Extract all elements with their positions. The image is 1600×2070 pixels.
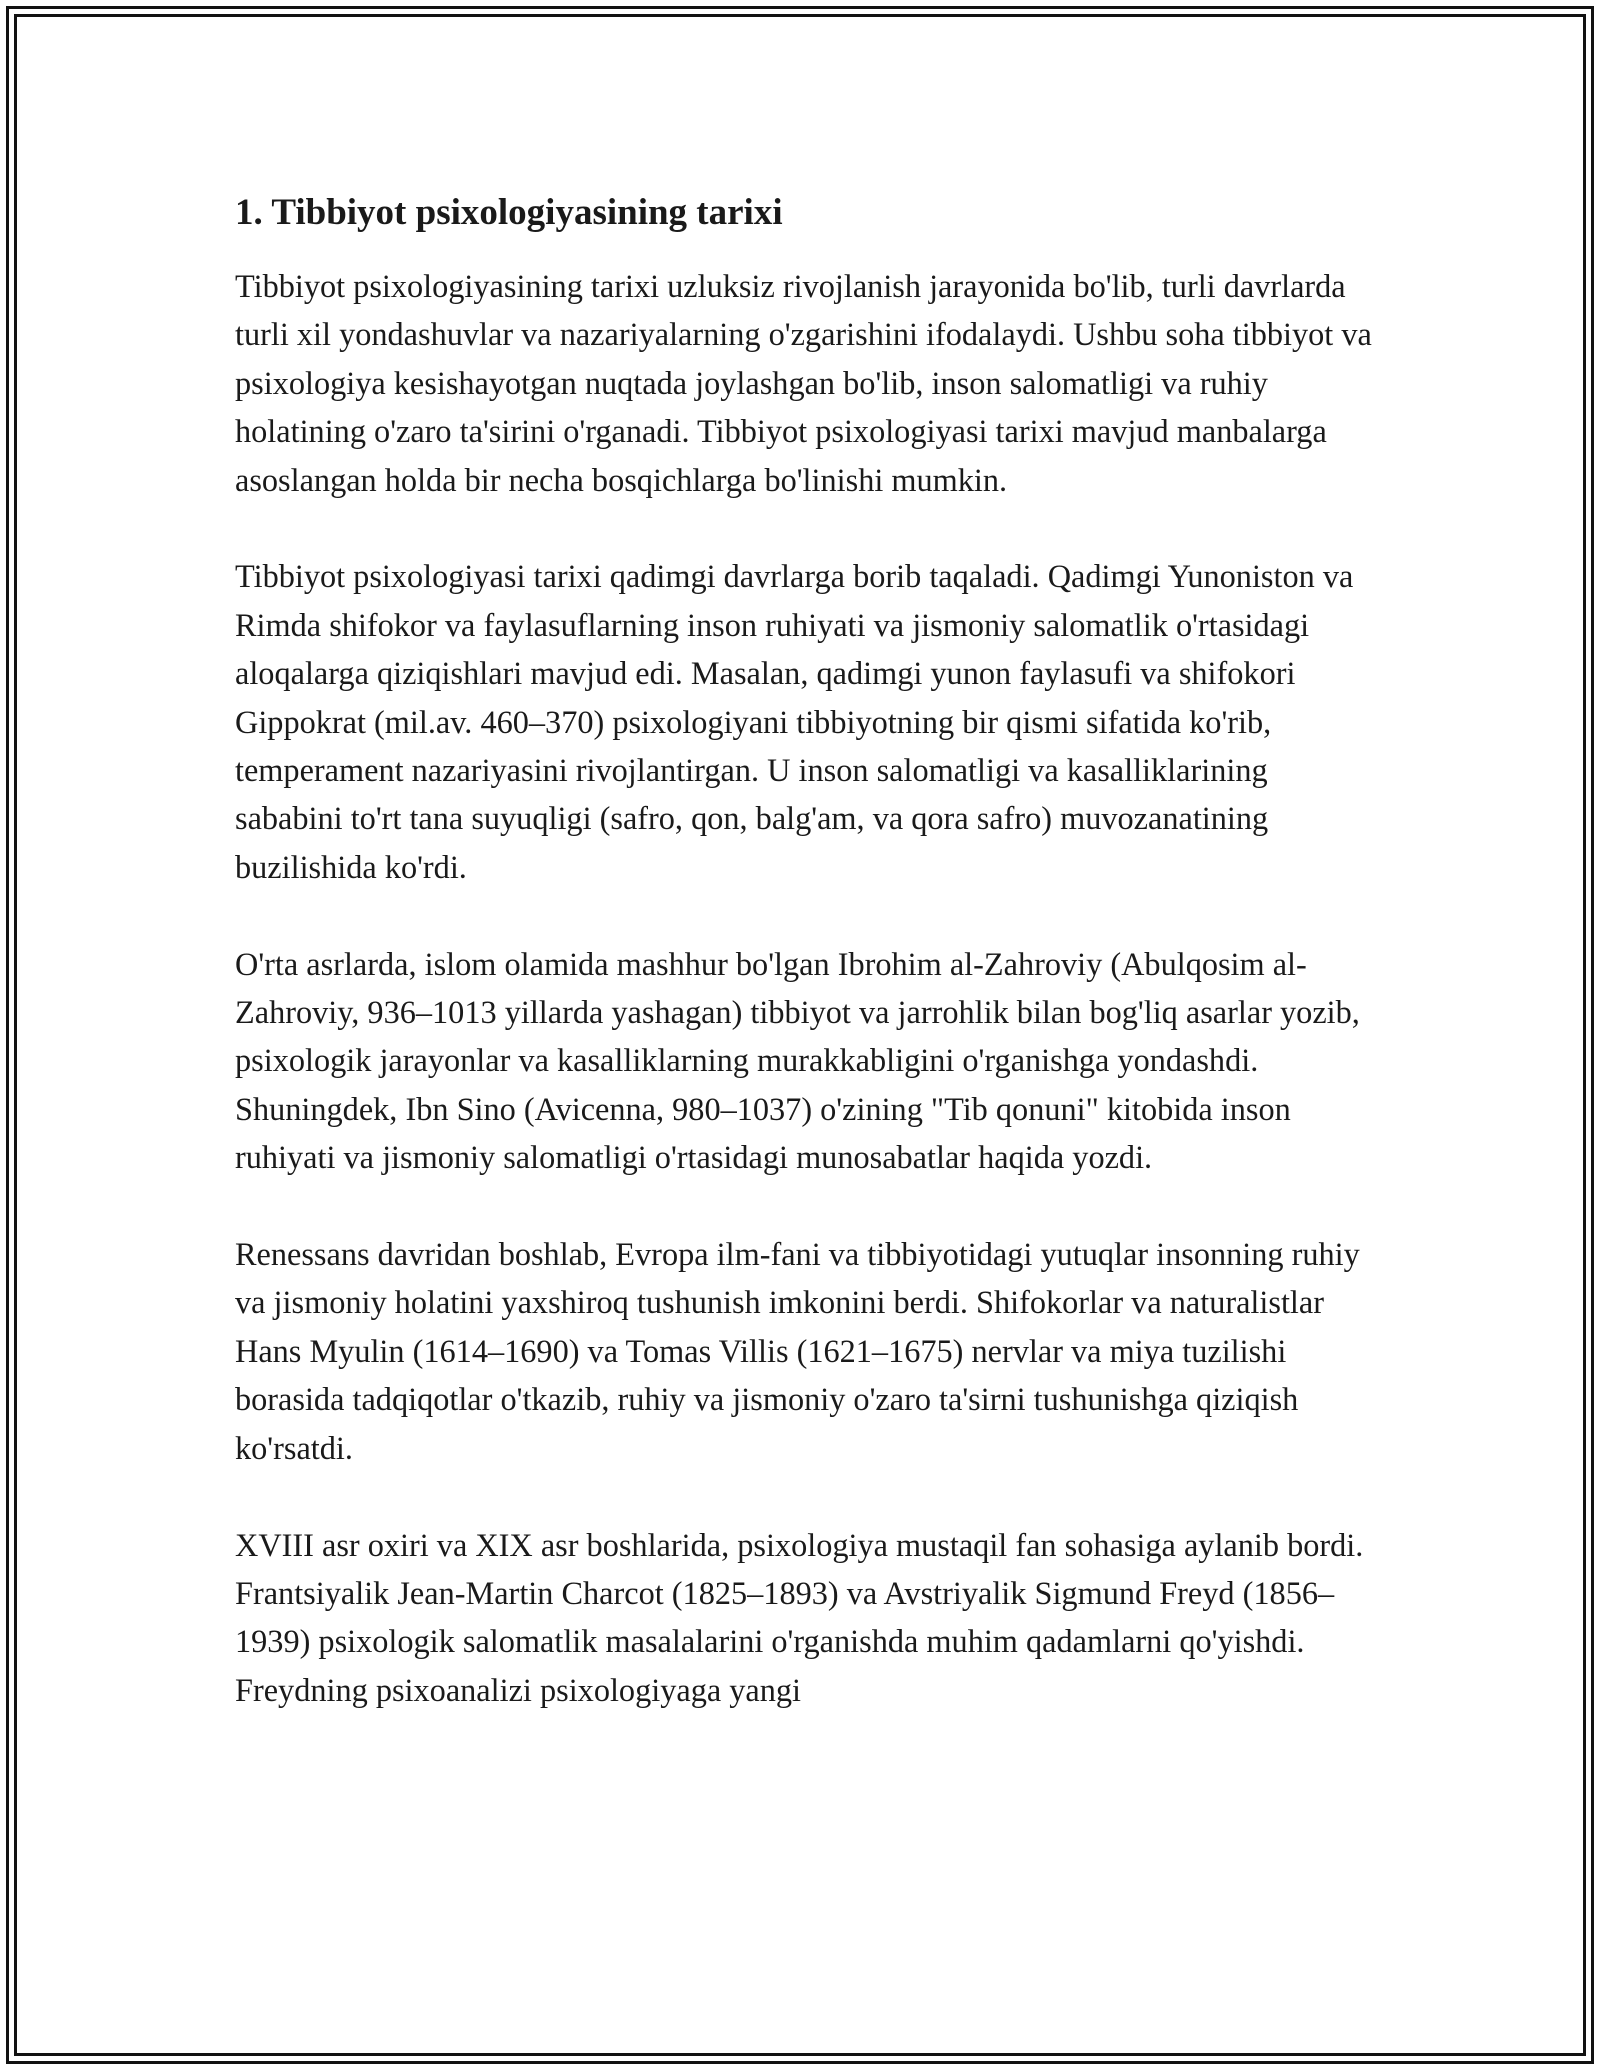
paragraph-middle-ages: O'rta asrlarda, islom olamida mashhur bo'lgan Ibrohim al-Zahroviy (Abulqosim al-Zahroviy, 936–1013 yillarda yashagan) tibbiyot va jarrohlik bilan bog'liq asarlar yozib, psixologik jarayonlar va kasalliklarning murakkabligini o'rganishga yondashdi. Shuningdek, Ibn Sino (Avicenna, 980–1037) o'zining "Tib qonuni" kitobida inson ruhiyati va jismoniy salomatligi o'rtasidagi munosabatlar haqida yozdi. <box>235 945 1360 1176</box>
paragraph-renaissance: Renessans davridan boshlab, Evropa ilm-fani va tibbiyotidagi yutuqlar insonning ruhiy va jismoniy holatini yaxshiroq tushunish imkonini berdi. Shifokorlar va naturalistlar Hans Myulin (1614–1690) va Tomas Villis (1621–1675) nervlar va miya tuzilishi borasida tadqiqotlar o'tkazib, ruhiy va jismoniy o'zaro ta'sirni tushunishga qiziqish ko'rsatdi. <box>235 1236 1360 1466</box>
paragraph-ancient-era: Tibbiyot psixologiyasi tarixi qadimgi davrlarga borib taqaladi. Qadimgi Yunoniston va Rimda shifokor va faylasuflarning inson ruhiyati va jismoniy salomatlik o'rtasidagi aloqalarga qiziqishlari mavjud edi. Masalan, qadimgi yunon faylasufi va shifokori Gippokrat (mil.av. 460–370) psixologiyani tibbiyotning bir qismi sifatida ko'rib, temperament nazariyasini rivojlantirgan. U inson salomatligi va kasalliklarining sababini to'rt tana suyuqligi (safro, qon, balg'am, va qora safro) muvozanatining buzilishida ko'rdi. <box>235 558 1354 885</box>
paragraph-18th-19th-century: XVIII asr oxiri va XIX asr boshlarida, psixologiya mustaqil fan sohasiga aylanib bordi. Frantsiyalik Jean-Martin Charcot (1825–1893) va Avstriyalik Sigmund Freyd (1856–1939) psixologik salomatlik masalalarini o'rganishda muhim qadamlarni qo'yishdi. Freydning psixoanalizi psixologiyaga yangi <box>235 1526 1364 1708</box>
document-body <box>235 188 1375 1763</box>
paragraph-intro: Tibbiyot psixologiyasining tarixi uzluksiz rivojlanish jarayonida bo'lib, turli davrlarda turli xil yondashuvlar va nazariyalarning o'zgarishini ifodalaydi. Ushbu soha tibbiyot va psixologiya kesishayotgan nuqtada joylashgan bo'lib, inson salomatligi va ruhiy holatining o'zaro ta'sirini o'rganadi. Tibbiyot psixologiyasi tarixi mavjud manbalarga asoslangan holda bir necha bosqichlarga bo'linishi mumkin. <box>235 268 1372 498</box>
section-heading: 1. Tibbiyot psixologiyasining tarixi <box>235 192 783 233</box>
